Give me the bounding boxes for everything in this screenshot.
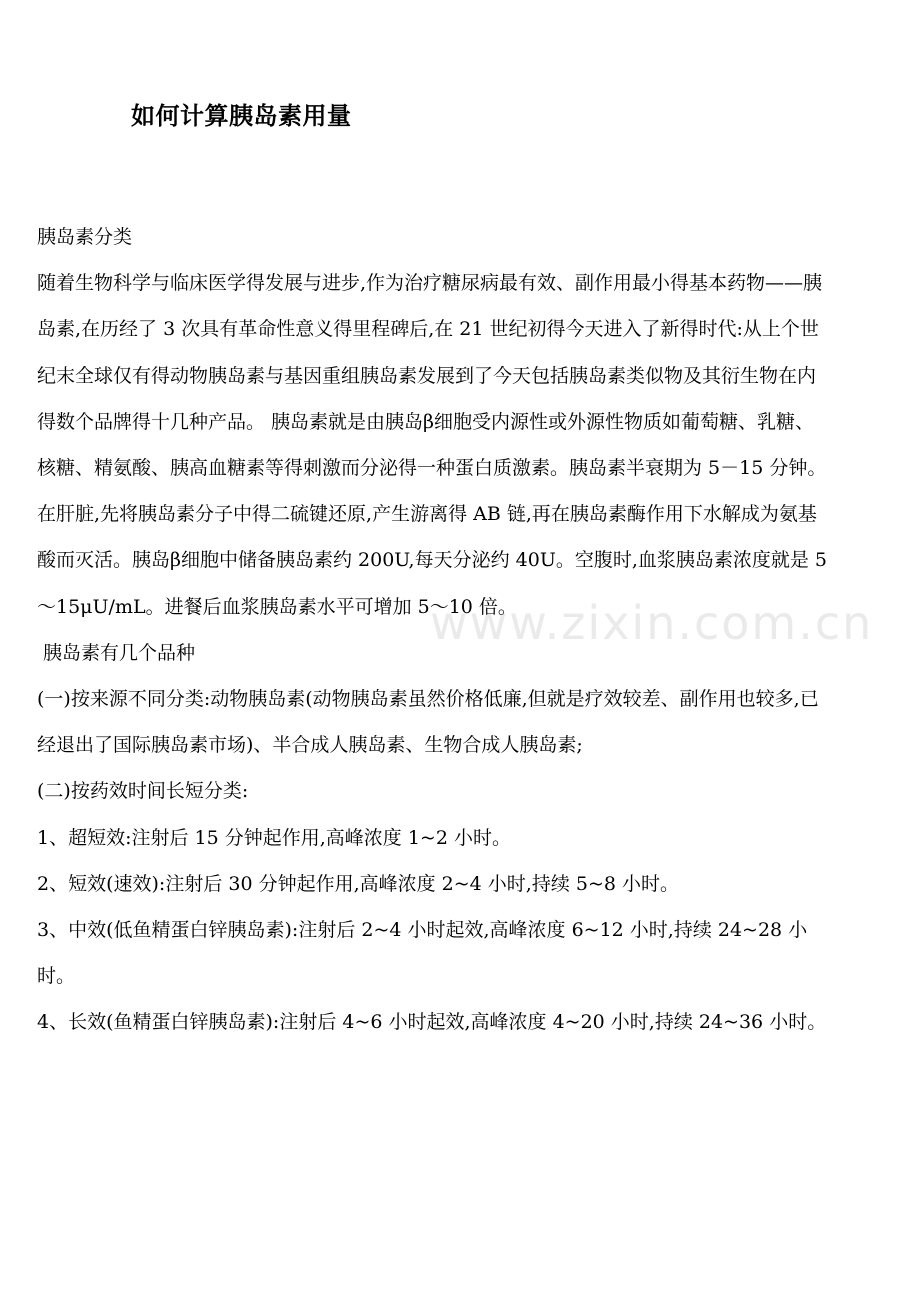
list-item-long: 4、长效(鱼精蛋白锌胰岛素):注射后 4~6 小时起效,高峰浓度 4~20 小时,持续 24~36 小时。 xyxy=(37,1011,827,1034)
paragraph-duration-classification-heading: (二)按药效时间长短分类: xyxy=(37,780,249,803)
paragraph-insulin-intro: 随着生物科学与临床医学得发展与进步,作为治疗糖尿病最有效、副作用最小得基本药物——胰岛素,在历经了 3 次具有革命性意义得里程碑后,在 21 世纪初得今天进入了新得时代:从上个世纪末全球仅有得动物胰岛素与基因重组胰岛素发展到了今天包括胰岛素类似物及其衍生物在内得数个品牌得十几种产品。 胰岛素就是由胰岛β细胞受内源性或外源性物质如葡萄糖、乳糖、核糖、精氨酸、胰高血糖素等得刺激而分泌得一种蛋白质激素。胰岛素半衰期为 5－15 分钟。在肝脏,先将胰岛素分子中得二硫键还原,产生游离得 AB 链,再在胰岛素酶作用下水解成为氨基酸而灭活。胰岛β细胞中储备胰岛素约 200U,每天分泌约 40U。空腹时,血浆胰岛素浓度就是 5～15μU/mL。进餐后血浆胰岛素水平可增加 5～10 倍。 xyxy=(37,272,827,618)
paragraph-source-classification: (一)按来源不同分类:动物胰岛素(动物胰岛素虽然价格低廉,但就是疗效较差、副作用也较多,已经退出了国际胰岛素市场)、半合成人胰岛素、生物合成人胰岛素; xyxy=(37,688,819,757)
section-heading-insulin-classification: 胰岛素分类 xyxy=(37,226,133,248)
list-item-short: 2、短效(速效):注射后 30 分钟起作用,高峰浓度 2~4 小时,持续 5~8 小时。 xyxy=(37,872,680,895)
list-item-intermediate: 3、中效(低鱼精蛋白锌胰岛素):注射后 2~4 小时起效,高峰浓度 6~12 小时,持续 24~28 小时。 xyxy=(37,919,808,988)
section-heading-insulin-varieties: 胰岛素有几个品种 xyxy=(43,641,196,664)
document-body xyxy=(37,214,832,1046)
list-item-ultra-short: 1、超短效:注射后 15 分钟起作用,高峰浓度 1~2 小时。 xyxy=(37,826,511,849)
watermark: www.zixin.com.cn xyxy=(430,596,874,650)
document-title: 如何计算胰岛素用量 xyxy=(131,101,352,130)
